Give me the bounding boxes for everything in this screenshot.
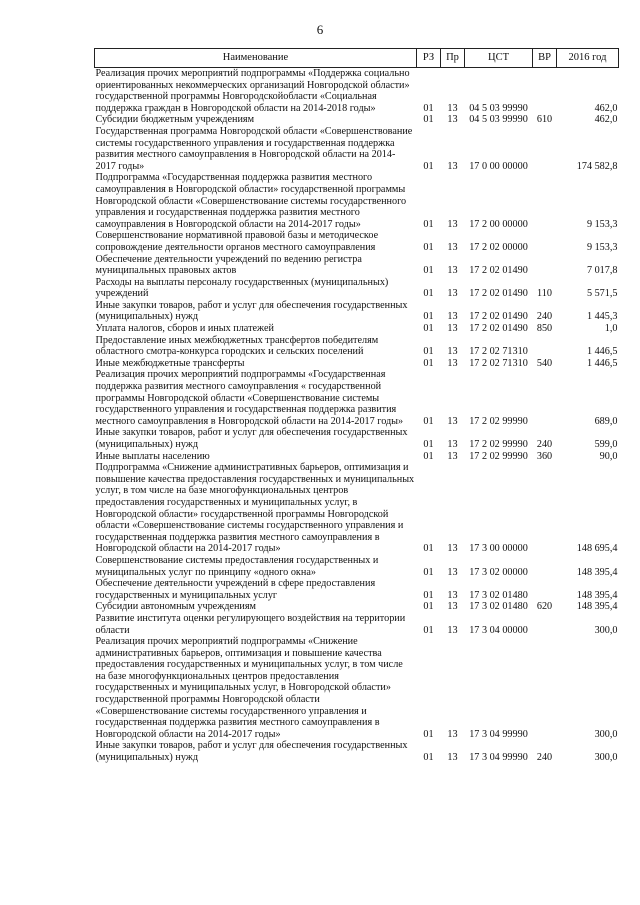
- row-vr: [533, 172, 557, 230]
- row-vr: 850: [536, 323, 553, 335]
- row-cst: 17 2 02 01490: [469, 323, 528, 335]
- row-rz: 01: [423, 288, 434, 300]
- row-vr: [533, 369, 557, 427]
- row-cst: 17 2 02 00000: [469, 241, 528, 253]
- row-name: Иные выплаты населению: [95, 450, 210, 462]
- row-amount: 300,0: [594, 728, 618, 740]
- row-name: Обеспечение деятельности учреждений в сфере предоставления государственных и муниципальных услуг: [95, 578, 376, 601]
- row-name: Развитие института оценки регулирующего воздействия на территории области: [95, 612, 406, 636]
- table-row: [95, 427, 619, 450]
- row-name: Предоставление иных межбюджетных трансфертов победителям областного смотра-конкурса городских и сельских поселений: [95, 334, 379, 358]
- row-name: Иные закупки товаров, работ и услуг для обеспечения государственных (муниципальных) нужд: [95, 740, 408, 764]
- row-amount: 5 571,5: [586, 288, 618, 300]
- row-pr: 13: [447, 624, 458, 636]
- table-row: [95, 323, 619, 335]
- row-pr: 13: [447, 357, 458, 369]
- row-amount: 148 395,4: [576, 566, 618, 578]
- row-rz: 01: [423, 346, 434, 358]
- row-vr: 360: [536, 450, 553, 462]
- row-rz: 01: [423, 102, 434, 114]
- table-row: [95, 300, 619, 323]
- row-amount: 174 582,8: [576, 160, 618, 172]
- row-vr: 240: [536, 439, 553, 450]
- page-number: 6: [316, 22, 324, 37]
- row-amount: 689,0: [594, 415, 618, 427]
- row-vr: 240: [536, 752, 553, 764]
- row-cst: 17 3 02 01480: [469, 601, 528, 613]
- row-name: Уплата налогов, сборов и иных платежей: [95, 323, 274, 335]
- row-name: Расходы на выплаты персоналу государственных (муниципальных) учреждений: [95, 276, 389, 300]
- header-rz: РЗ: [417, 49, 441, 68]
- row-name: Иные закупки товаров, работ и услуг для обеспечения государственных (муниципальных) нужд: [95, 427, 408, 450]
- row-amount: 9 153,3: [586, 218, 618, 230]
- row-vr: [533, 335, 557, 358]
- row-vr: [533, 555, 557, 578]
- row-pr: 13: [447, 323, 458, 335]
- row-pr: 13: [447, 160, 458, 172]
- row-pr: 13: [447, 218, 458, 230]
- table-row: [95, 451, 619, 463]
- row-name: Обеспечение деятельности учреждений по ведению регистра муниципальных правовых актов: [95, 253, 362, 277]
- row-cst: 17 2 02 01490: [469, 311, 528, 323]
- row-cst: 17 3 02 01480: [469, 589, 528, 601]
- row-vr: [533, 636, 557, 740]
- row-pr: 13: [447, 450, 458, 462]
- row-cst: 17 2 02 01490: [469, 265, 528, 277]
- row-vr: [533, 126, 557, 172]
- row-name: Государственная программа Новгородской области «Совершенствование системы государственного управления и государственная поддержка развития местного самоуправления в Новгородской области на 2014-2017 годы»: [95, 125, 413, 172]
- budget-table: [94, 48, 619, 764]
- row-amount: 90,0: [599, 450, 618, 462]
- row-rz: 01: [423, 218, 434, 230]
- row-name: Совершенствование системы предоставления государственных и муниципальных услуг по принципу «одного окна»: [95, 554, 379, 578]
- table-row: [95, 68, 619, 115]
- row-rz: 01: [423, 160, 434, 172]
- table-row: [95, 114, 619, 126]
- row-vr: 540: [536, 357, 553, 369]
- row-cst: 17 3 02 00000: [469, 566, 528, 578]
- row-cst: 17 3 04 99990: [469, 752, 528, 764]
- row-rz: 01: [423, 439, 434, 450]
- row-cst: 17 2 02 71310: [469, 357, 528, 369]
- row-amount: 599,0: [594, 439, 618, 450]
- row-pr: 13: [447, 601, 458, 613]
- row-vr: [533, 254, 557, 277]
- row-rz: 01: [423, 311, 434, 323]
- table-row: [95, 277, 619, 300]
- row-rz: 01: [423, 323, 434, 335]
- row-pr: 13: [447, 752, 458, 764]
- row-cst: 17 3 04 00000: [469, 624, 528, 636]
- table-row: [95, 335, 619, 358]
- table-row: [95, 555, 619, 578]
- row-rz: 01: [423, 450, 434, 462]
- row-amount: 148 695,4: [576, 543, 618, 555]
- row-pr: 13: [447, 346, 458, 358]
- header-year: 2016 год: [557, 49, 619, 68]
- row-rz: 01: [423, 415, 434, 427]
- row-cst: 17 2 00 00000: [469, 218, 528, 230]
- row-name: Совершенствование нормативной правовой базы и методическое сопровождение деятельности органов местного самоуправления: [95, 230, 379, 253]
- row-rz: 01: [423, 601, 434, 613]
- row-vr: [533, 230, 557, 253]
- row-amount: 9 153,3: [586, 241, 618, 253]
- table-row: [95, 601, 619, 613]
- row-vr: [533, 462, 557, 555]
- row-name: Иные закупки товаров, работ и услуг для обеспечения государственных (муниципальных) нужд: [95, 299, 408, 323]
- row-amount: 148 395,4: [576, 589, 618, 601]
- row-amount: 300,0: [594, 752, 618, 764]
- row-cst: 04 5 03 99990: [469, 102, 528, 114]
- row-vr: 240: [536, 311, 553, 323]
- row-cst: 17 2 02 99990: [469, 439, 528, 450]
- row-rz: 01: [423, 265, 434, 277]
- header-name: Наименование: [95, 49, 417, 68]
- row-amount: 462,0: [594, 102, 618, 114]
- table-row: [95, 172, 619, 230]
- row-name: Иные межбюджетные трансферты: [95, 357, 245, 369]
- row-amount: 462,0: [594, 114, 618, 126]
- row-name: Субсидии автономным учреждениям: [95, 601, 256, 613]
- row-cst: 17 0 00 00000: [469, 160, 528, 172]
- row-cst: 17 2 02 01490: [469, 288, 528, 300]
- row-name: Реализация прочих мероприятий подпрограммы «Государственная поддержка развития местного самоуправления « государственной программы Новгородской области «Совершенствование системы государственного управления и государственная поддержка развития местного самоуправления в Новгородской области на 2014-2017 годы»: [95, 369, 404, 427]
- row-pr: 13: [447, 114, 458, 126]
- row-vr: 110: [537, 288, 552, 300]
- row-cst: 17 3 04 99990: [469, 728, 528, 740]
- row-pr: 13: [447, 415, 458, 427]
- row-rz: 01: [423, 728, 434, 740]
- row-pr: 13: [447, 288, 458, 300]
- row-cst: 17 2 02 99990: [469, 415, 528, 427]
- table-row: [95, 578, 619, 601]
- header-cst: ЦСТ: [465, 49, 533, 68]
- table-row: [95, 358, 619, 370]
- row-rz: 01: [423, 624, 434, 636]
- row-vr: [533, 613, 557, 636]
- row-name: Подпрограмма «Государственная поддержка развития местного самоуправления в Новгородской области» государственной программы Новгородской области «Совершенствование системы государственного управления и государственная поддержка развития местного самоуправления в Новгородской области на 2014-2017 годы»: [95, 172, 407, 230]
- row-rz: 01: [423, 543, 434, 555]
- table-row: [95, 230, 619, 253]
- row-pr: 13: [447, 265, 458, 277]
- row-pr: 13: [447, 543, 458, 555]
- row-vr: [533, 578, 557, 601]
- table-row: [95, 254, 619, 277]
- row-pr: 13: [447, 241, 458, 253]
- row-cst: 04 5 03 99990: [469, 114, 528, 126]
- row-rz: 01: [423, 752, 434, 764]
- row-amount: 1 446,5: [586, 357, 618, 369]
- row-name: Подпрограмма «Снижение административных барьеров, оптимизация и повышение качества предоставления государственных и муниципальных услуг, в том числе на базе многофункциональных центров предоставления государственных и муниципальных услуг, в Новгородской области» государственной программы Новгородской области «Совершенствование системы государственного управления и государственная поддержка развития местного самоуправления в Новгородской области на 2014-2017 годы»: [95, 462, 415, 555]
- row-name: Реализация прочих мероприятий подпрограммы «Снижение административных барьеров, оптимизация и повышение качества предоставления государственных и муниципальных услуг, в том числе на базе многофункциональных центров предоставления государственных и муниципальных услуг, в Новгородской области» государственной программы Новгородской области «Совершенствование системы государственного управления и государственная поддержка развития местного самоуправления в Новгородской области на 2014-2017 годы»: [95, 636, 403, 740]
- row-amount: 1 446,5: [586, 346, 618, 358]
- table-row: [95, 613, 619, 636]
- row-cst: 17 2 02 71310: [469, 346, 528, 358]
- row-name: Реализация прочих мероприятий подпрограммы «Поддержка социально ориентированных некоммерческих организаций Новгородской области» государственной программы Новгородскойобласти «Социальная поддержка граждан в Новгородской области на 2014-2018 годы»: [95, 68, 410, 114]
- row-vr: [533, 68, 557, 115]
- row-cst: 17 3 00 00000: [469, 543, 528, 555]
- row-name: Субсидии бюджетным учреждениям: [95, 114, 255, 126]
- row-pr: 13: [447, 728, 458, 740]
- table-row: [95, 369, 619, 427]
- row-rz: 01: [423, 357, 434, 369]
- row-amount: 7 017,8: [586, 265, 618, 277]
- row-amount: 148 395,4: [576, 601, 618, 613]
- table-row: [95, 462, 619, 555]
- row-pr: 13: [447, 589, 458, 601]
- row-vr: 610: [536, 114, 553, 126]
- table-row: [95, 126, 619, 172]
- row-vr: 620: [536, 601, 553, 613]
- row-rz: 01: [423, 566, 434, 578]
- row-pr: 13: [447, 311, 458, 323]
- row-rz: 01: [423, 114, 434, 126]
- row-rz: 01: [423, 589, 434, 601]
- table-row: [95, 740, 619, 763]
- row-cst: 17 2 02 99990: [469, 450, 528, 462]
- header-vr: ВР: [533, 49, 557, 68]
- row-amount: 300,0: [594, 624, 618, 636]
- row-pr: 13: [447, 102, 458, 114]
- header-pr: Пр: [441, 49, 465, 68]
- row-rz: 01: [423, 241, 434, 253]
- row-pr: 13: [447, 439, 458, 450]
- table-row: [95, 636, 619, 740]
- row-pr: 13: [447, 566, 458, 578]
- table-header-row: [95, 49, 619, 68]
- row-amount: 1,0: [604, 323, 618, 335]
- row-amount: 1 445,3: [586, 311, 618, 323]
